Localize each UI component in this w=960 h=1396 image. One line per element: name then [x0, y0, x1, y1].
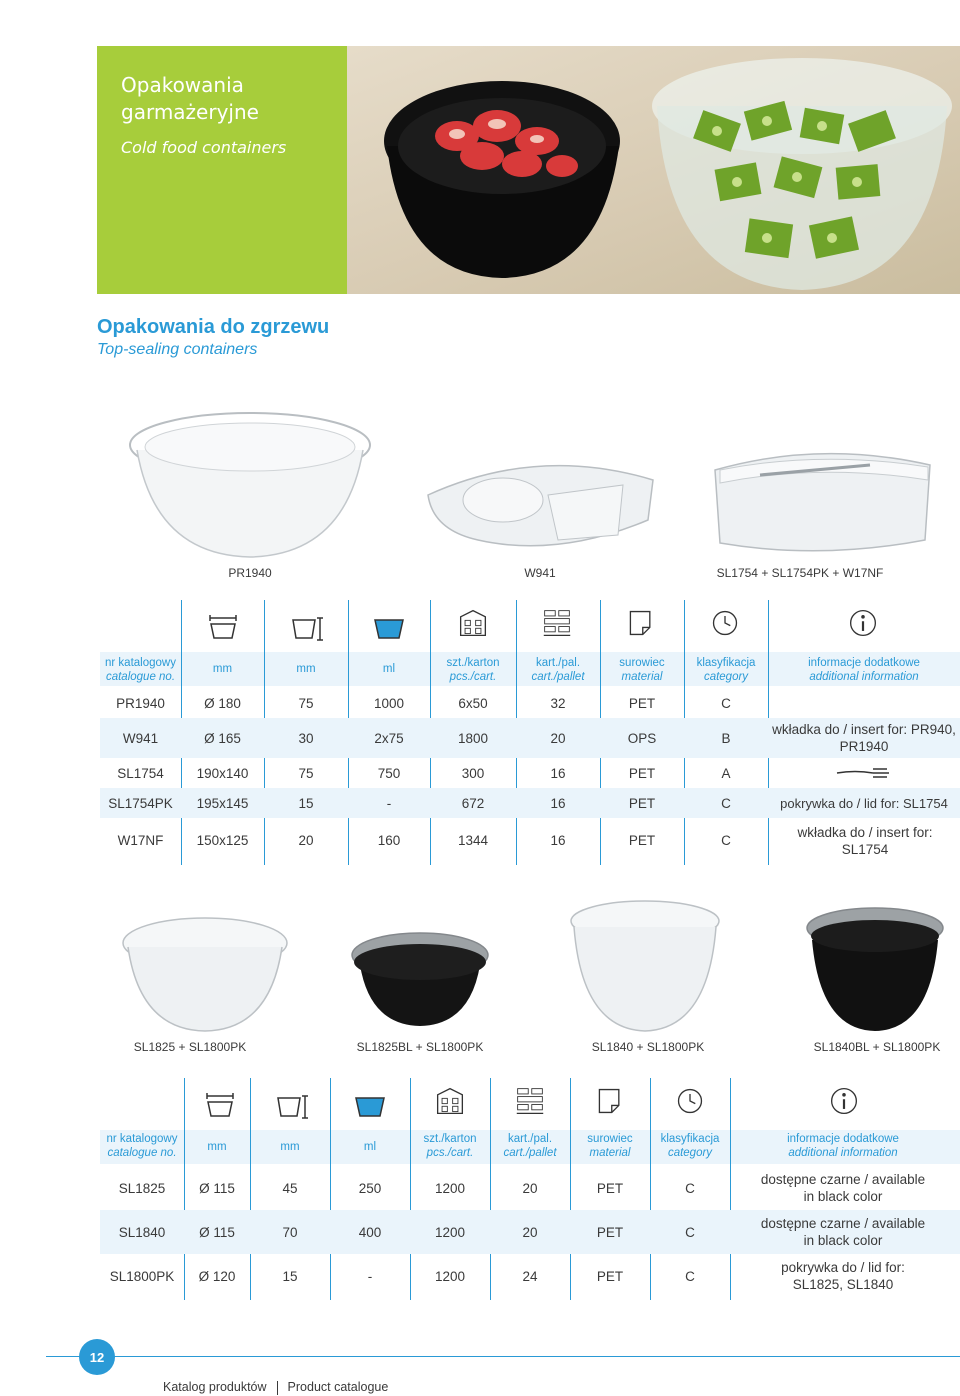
banner-subtitle: Cold food containers — [121, 138, 287, 157]
cell-dim: 150x125 — [196, 833, 249, 848]
cell-dim: Ø 115 — [199, 1224, 235, 1240]
table-row — [100, 818, 960, 863]
cell-category: C — [685, 1180, 695, 1196]
cell-volume: 1000 — [373, 695, 405, 711]
cell-info: dostępne czarne / available in black color — [760, 1172, 926, 1204]
table-row — [100, 1166, 960, 1210]
hero-photo — [347, 46, 960, 294]
cell-info: wkładka do / insert for: PR940, PR1940 — [772, 722, 956, 754]
table-row — [100, 688, 960, 718]
cell-no: SL1754 — [117, 765, 164, 781]
caption-sl1840-set: SL1840 + SL1800PK — [591, 1040, 705, 1054]
product-table-top-sealing — [100, 600, 960, 865]
cell-material: PET — [628, 765, 656, 781]
cell-no: SL1840 — [118, 1224, 166, 1240]
diameter-icon — [203, 1090, 237, 1120]
cell-pallet: 24 — [522, 1268, 538, 1284]
cell-dim: Ø 120 — [198, 1268, 236, 1284]
header-dim: mm — [212, 663, 233, 675]
product-photo-sl1825bl — [345, 920, 495, 1030]
volume-icon — [353, 1090, 387, 1120]
cell-info: wkładka do / insert for: SL1754 — [797, 824, 933, 857]
cell-no: W17NF — [117, 833, 164, 848]
table-row — [100, 788, 960, 818]
product-photo-w941 — [418, 440, 663, 555]
footer-left: Katalog produktów — [163, 1380, 267, 1394]
cell-height: 70 — [282, 1224, 298, 1240]
material-icon — [593, 1086, 627, 1116]
header-material: surowiec material — [587, 1133, 633, 1159]
cell-volume: 400 — [358, 1224, 382, 1240]
cell-pallet: 16 — [550, 795, 566, 811]
section-title — [97, 316, 329, 359]
product-photo-sl1825 — [110, 905, 300, 1035]
cell-category: C — [685, 1268, 695, 1284]
fork-icon — [835, 766, 893, 780]
cell-height: 15 — [298, 795, 314, 811]
header-pallet: kart./pal. cart./pallet — [531, 657, 585, 683]
header-height: mm — [296, 663, 316, 675]
height-icon — [290, 612, 324, 642]
header-height: mm — [280, 1141, 300, 1153]
cell-category: A — [721, 765, 731, 781]
header-catalogue: nr katalogowy catalogue no. — [106, 1133, 178, 1159]
cell-pcs: 300 — [461, 765, 485, 781]
cell-pallet: 16 — [550, 765, 566, 781]
cell-volume: 2x75 — [374, 730, 404, 746]
caption-sl1754-set: SL1754 + SL1754PK + W17NF — [716, 566, 884, 580]
cell-dim: 195x145 — [196, 795, 249, 811]
page-number: 12 — [79, 1339, 115, 1375]
cell-no: SL1800PK — [109, 1268, 175, 1284]
cell-info: pokrywka do / lid for: SL1825, SL1840 — [781, 1260, 905, 1292]
product-photo-pr1940 — [125, 405, 375, 560]
cell-pallet: 16 — [550, 833, 566, 848]
cell-height: 20 — [298, 833, 314, 848]
product-photo-sl1840bl — [800, 900, 950, 1035]
cell-dim: Ø 165 — [204, 730, 241, 746]
volume-icon — [372, 612, 406, 642]
cell-material: PET — [628, 833, 656, 848]
header-pcs: szt./karton pcs./cart. — [446, 657, 500, 683]
cell-pcs: 1800 — [457, 730, 489, 746]
cell-pcs: 1200 — [434, 1268, 466, 1284]
cell-pallet: 20 — [550, 730, 566, 746]
table-row — [100, 718, 960, 758]
banner-title-line2: garmażeryjne — [121, 100, 259, 124]
diameter-icon — [206, 612, 240, 642]
cell-category: C — [721, 695, 731, 711]
header-banner — [97, 46, 347, 294]
header-info: informacje dodatkowe additional information — [808, 657, 920, 683]
cell-material: PET — [628, 795, 656, 811]
section-title-en: Top-sealing containers — [97, 341, 258, 358]
section-title-pl: Opakowania do zgrzewu — [97, 316, 330, 338]
info-icon — [827, 1086, 861, 1116]
cell-category: C — [721, 833, 731, 848]
header-volume: ml — [363, 1141, 377, 1153]
cell-pcs: 672 — [461, 795, 485, 811]
product-photo-sl1754 — [700, 435, 940, 560]
cell-volume: 160 — [377, 833, 401, 848]
cell-dim: Ø 115 — [199, 1180, 235, 1196]
cell-pcs: 1344 — [457, 833, 489, 848]
cell-pallet: 20 — [522, 1224, 538, 1240]
cell-volume: - — [367, 1268, 373, 1284]
cell-height: 45 — [282, 1180, 298, 1196]
cell-category: C — [721, 795, 731, 811]
pallet-icon — [513, 1086, 547, 1116]
header-dim: mm — [207, 1141, 227, 1153]
pallet-icon — [540, 608, 574, 638]
table-row — [100, 758, 960, 788]
cell-info: dostępne czarne / available in black color — [760, 1216, 926, 1248]
table-row — [100, 1210, 960, 1254]
cell-pallet: 32 — [550, 695, 566, 711]
banner-title-line1: Opakowania — [121, 73, 244, 97]
caption-w941: W941 — [524, 566, 556, 580]
product-photo-sl1840 — [560, 895, 730, 1035]
caption-sl1825-set: SL1825 + SL1800PK — [133, 1040, 247, 1054]
product-table-round — [100, 1078, 960, 1300]
cell-volume: 250 — [358, 1180, 382, 1196]
height-icon — [275, 1090, 309, 1120]
cell-volume: 750 — [377, 765, 401, 781]
cell-height: 75 — [298, 765, 314, 781]
cell-info: pokrywka do / lid for: SL1754 — [780, 795, 948, 811]
cell-height: 75 — [298, 695, 314, 711]
header-info: informacje dodatkowe additional information — [787, 1133, 899, 1159]
cell-category: B — [721, 730, 731, 746]
category-clock-icon — [708, 608, 742, 638]
cell-pallet: 20 — [522, 1180, 538, 1196]
cell-no: SL1825 — [118, 1180, 166, 1196]
cell-material: PET — [596, 1268, 624, 1284]
header-category: klasyfikacja category — [660, 1133, 720, 1159]
cell-material: PET — [596, 1180, 624, 1196]
header-volume: ml — [382, 663, 396, 675]
carton-icon — [433, 1086, 467, 1116]
cell-dim: Ø 180 — [204, 695, 241, 711]
cell-no: PR1940 — [116, 695, 165, 711]
cell-pcs: 6x50 — [458, 695, 488, 711]
category-clock-icon — [673, 1086, 707, 1116]
cell-material: PET — [628, 695, 656, 711]
header-pcs: szt./karton pcs./cart. — [423, 1133, 477, 1159]
cell-height: 15 — [282, 1268, 298, 1284]
cell-category: C — [685, 1224, 695, 1240]
cell-no: SL1754PK — [108, 795, 173, 811]
table-row — [100, 1254, 960, 1298]
cell-info — [768, 758, 960, 788]
header-pallet: kart./pal. cart./pallet — [503, 1133, 557, 1159]
cell-info — [768, 688, 960, 718]
cell-volume: - — [386, 795, 392, 811]
cell-dim: 190x140 — [196, 765, 249, 781]
cell-height: 30 — [298, 730, 314, 746]
cell-pcs: 1200 — [434, 1180, 466, 1196]
cell-material: OPS — [627, 730, 657, 746]
caption-sl1825bl-set: SL1825BL + SL1800PK — [356, 1040, 484, 1054]
header-category: klasyfikacja category — [696, 657, 756, 683]
header-material: surowiec material — [619, 657, 665, 683]
footer-divider — [46, 1356, 960, 1357]
header-catalogue: nr katalogowy catalogue no. — [105, 657, 176, 683]
cell-no: W941 — [122, 730, 159, 746]
caption-pr1940: PR1940 — [228, 566, 272, 580]
cell-material: PET — [596, 1224, 624, 1240]
info-icon — [846, 608, 880, 638]
cell-pcs: 1200 — [434, 1224, 466, 1240]
carton-icon — [456, 608, 490, 638]
footer-right: Product catalogue — [287, 1380, 389, 1394]
material-icon — [624, 608, 658, 638]
footer-text — [163, 1380, 388, 1395]
caption-sl1840bl-set: SL1840BL + SL1800PK — [813, 1040, 941, 1054]
